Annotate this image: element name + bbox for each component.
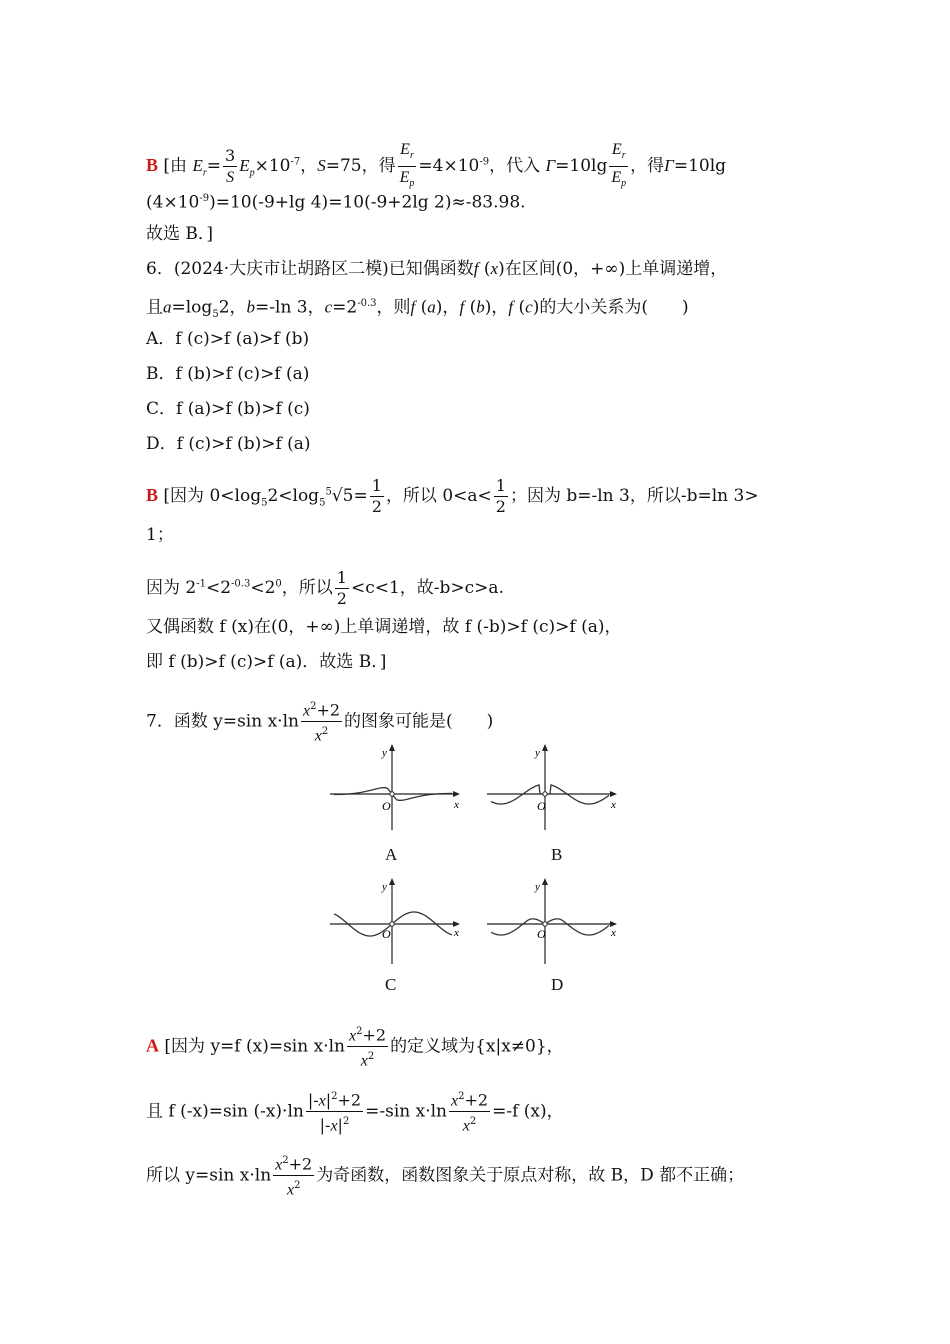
answer-letter: A xyxy=(146,1035,159,1056)
svg-text:y: y xyxy=(382,747,387,759)
answer-letter: B xyxy=(146,485,159,505)
q5-answer-line1: B [由 $E_r=$ $\frac{3}{S}$ $E_p\times 10^{-7}$，S=75，得 $\frac{E_r}{E_p}$ $=4\times 10^{-9}$，代入 Γ=10lg $\frac{E_r}{E_p}$ ，得Γ=10lg xyxy=(146,139,726,194)
fraction: $\frac{x^2+2}{x^2}$ xyxy=(347,1022,388,1072)
svg-text:O: O xyxy=(537,799,546,813)
svg-text:O: O xyxy=(382,927,391,941)
q7-answer-line2: 且 f (-x)=sin (-x)·ln $\frac{|-x|^2+2}{|-x|^2}$ =-sin x·ln $\frac{x^2+2}{x^2}$ =-f (x)， xyxy=(146,1087,564,1137)
svg-text:y: y xyxy=(535,881,540,893)
svg-text:y: y xyxy=(382,881,387,893)
fraction: $\frac{x^2+2}{x^2}$ xyxy=(273,1151,314,1201)
curve-d xyxy=(491,919,609,935)
fraction: $\frac{x^2+2}{x^2}$ xyxy=(449,1087,490,1137)
svg-text:x: x xyxy=(454,799,459,811)
answer-letter: B xyxy=(146,155,159,176)
q5-answer-line2: $(4\times 10^{-9})=10(-9+\lg$ 4)=10(-9+2lg 2)≈-83.98. xyxy=(146,192,526,213)
graph-b xyxy=(487,742,619,832)
graph-label-b: B xyxy=(551,845,563,864)
graph-label-a: A xyxy=(385,845,398,864)
graph-a xyxy=(330,742,462,832)
graph-label-d: D xyxy=(551,975,564,994)
q6-answer-line1: B [因为 $0<\log_52<\log_5^5√5=$ $\frac{1}{2}$ ，所以 0<a< $\frac{1}{2}$ ；因为 b=-ln 3，所以-b=ln 3> xyxy=(146,476,759,516)
q7-answer-line3: 所以 y=sin x·ln $\frac{x^2+2}{x^2}$ 为奇函数，函数图象关于原点对称，故 B，D 都不正确； xyxy=(146,1151,744,1201)
graph-label-c: C xyxy=(385,975,397,994)
q6-option-c: C．f (a)>f (b)>f (c) xyxy=(146,399,310,419)
fraction-half: $\frac{1}{2}$ xyxy=(371,476,382,516)
q6-option-b: B．f (b)>f (c)>f (a) xyxy=(146,364,310,384)
q6-option-a: A．f (c)>f (a)>f (b) xyxy=(146,329,310,349)
graph-c xyxy=(330,876,462,966)
fraction-half: $\frac{1}{2}$ xyxy=(336,568,347,608)
svg-text:O: O xyxy=(382,799,391,813)
q6-stem-line1: 6．(2024·大庆市让胡路区二模)已知偶函数f (x)在区间(0，+∞)上单调递增， xyxy=(146,259,728,279)
fraction: $\frac{3}{S}$ xyxy=(225,145,236,186)
q5-answer-line3: 故选 B．] xyxy=(146,224,214,244)
q7-answer-line1: A [因为 y=f (x)=sin x·ln $\frac{x^2+2}{x^2}$ 的定义域为{x|x≠0}， xyxy=(146,1022,564,1072)
svg-text:x: x xyxy=(611,927,616,939)
q6-answer-line5: 即 f (b)>f (c)>f (a)．故选 B．] xyxy=(146,652,387,672)
q6-answer-line2: 1； xyxy=(146,525,174,545)
fraction: $\frac{E_r}{E_p}$ xyxy=(399,141,415,190)
fraction: $\frac{E_r}{E_p}$ xyxy=(611,141,627,190)
q6-stem-line2: 且$a=\log_52$，b=-ln 3，$c=2^{-0.3}$，则f (a)，f (b)，f (c)的大小关系为( ) xyxy=(146,297,689,321)
svg-text:O: O xyxy=(537,927,546,941)
q6-answer-line4: 又偶函数 f (x)在(0，+∞)上单调递增，故 f (-b)>f (c)>f (a)， xyxy=(146,617,622,637)
q6-option-d: D．f (c)>f (b)>f (a) xyxy=(146,434,311,454)
svg-text:y: y xyxy=(535,747,540,759)
fraction-half: $\frac{1}{2}$ xyxy=(495,476,506,516)
q6-answer-line3: 因为 $2^{-1}<2^{-0.3}<2^0$，所以 $\frac{1}{2}$ <c<1，故-b>c>a. xyxy=(146,568,504,608)
svg-text:x: x xyxy=(454,927,459,939)
fraction: $\frac{x^2+2}{x^2}$ xyxy=(301,697,342,747)
q7-stem: 7．函数 y=sin x·ln $\frac{x^2+2}{x^2}$ 的图象可能是( ) xyxy=(146,697,493,747)
fraction: $\frac{|-x|^2+2}{|-x|^2}$ xyxy=(306,1087,363,1137)
graph-d xyxy=(487,876,619,966)
svg-text:x: x xyxy=(611,799,616,811)
